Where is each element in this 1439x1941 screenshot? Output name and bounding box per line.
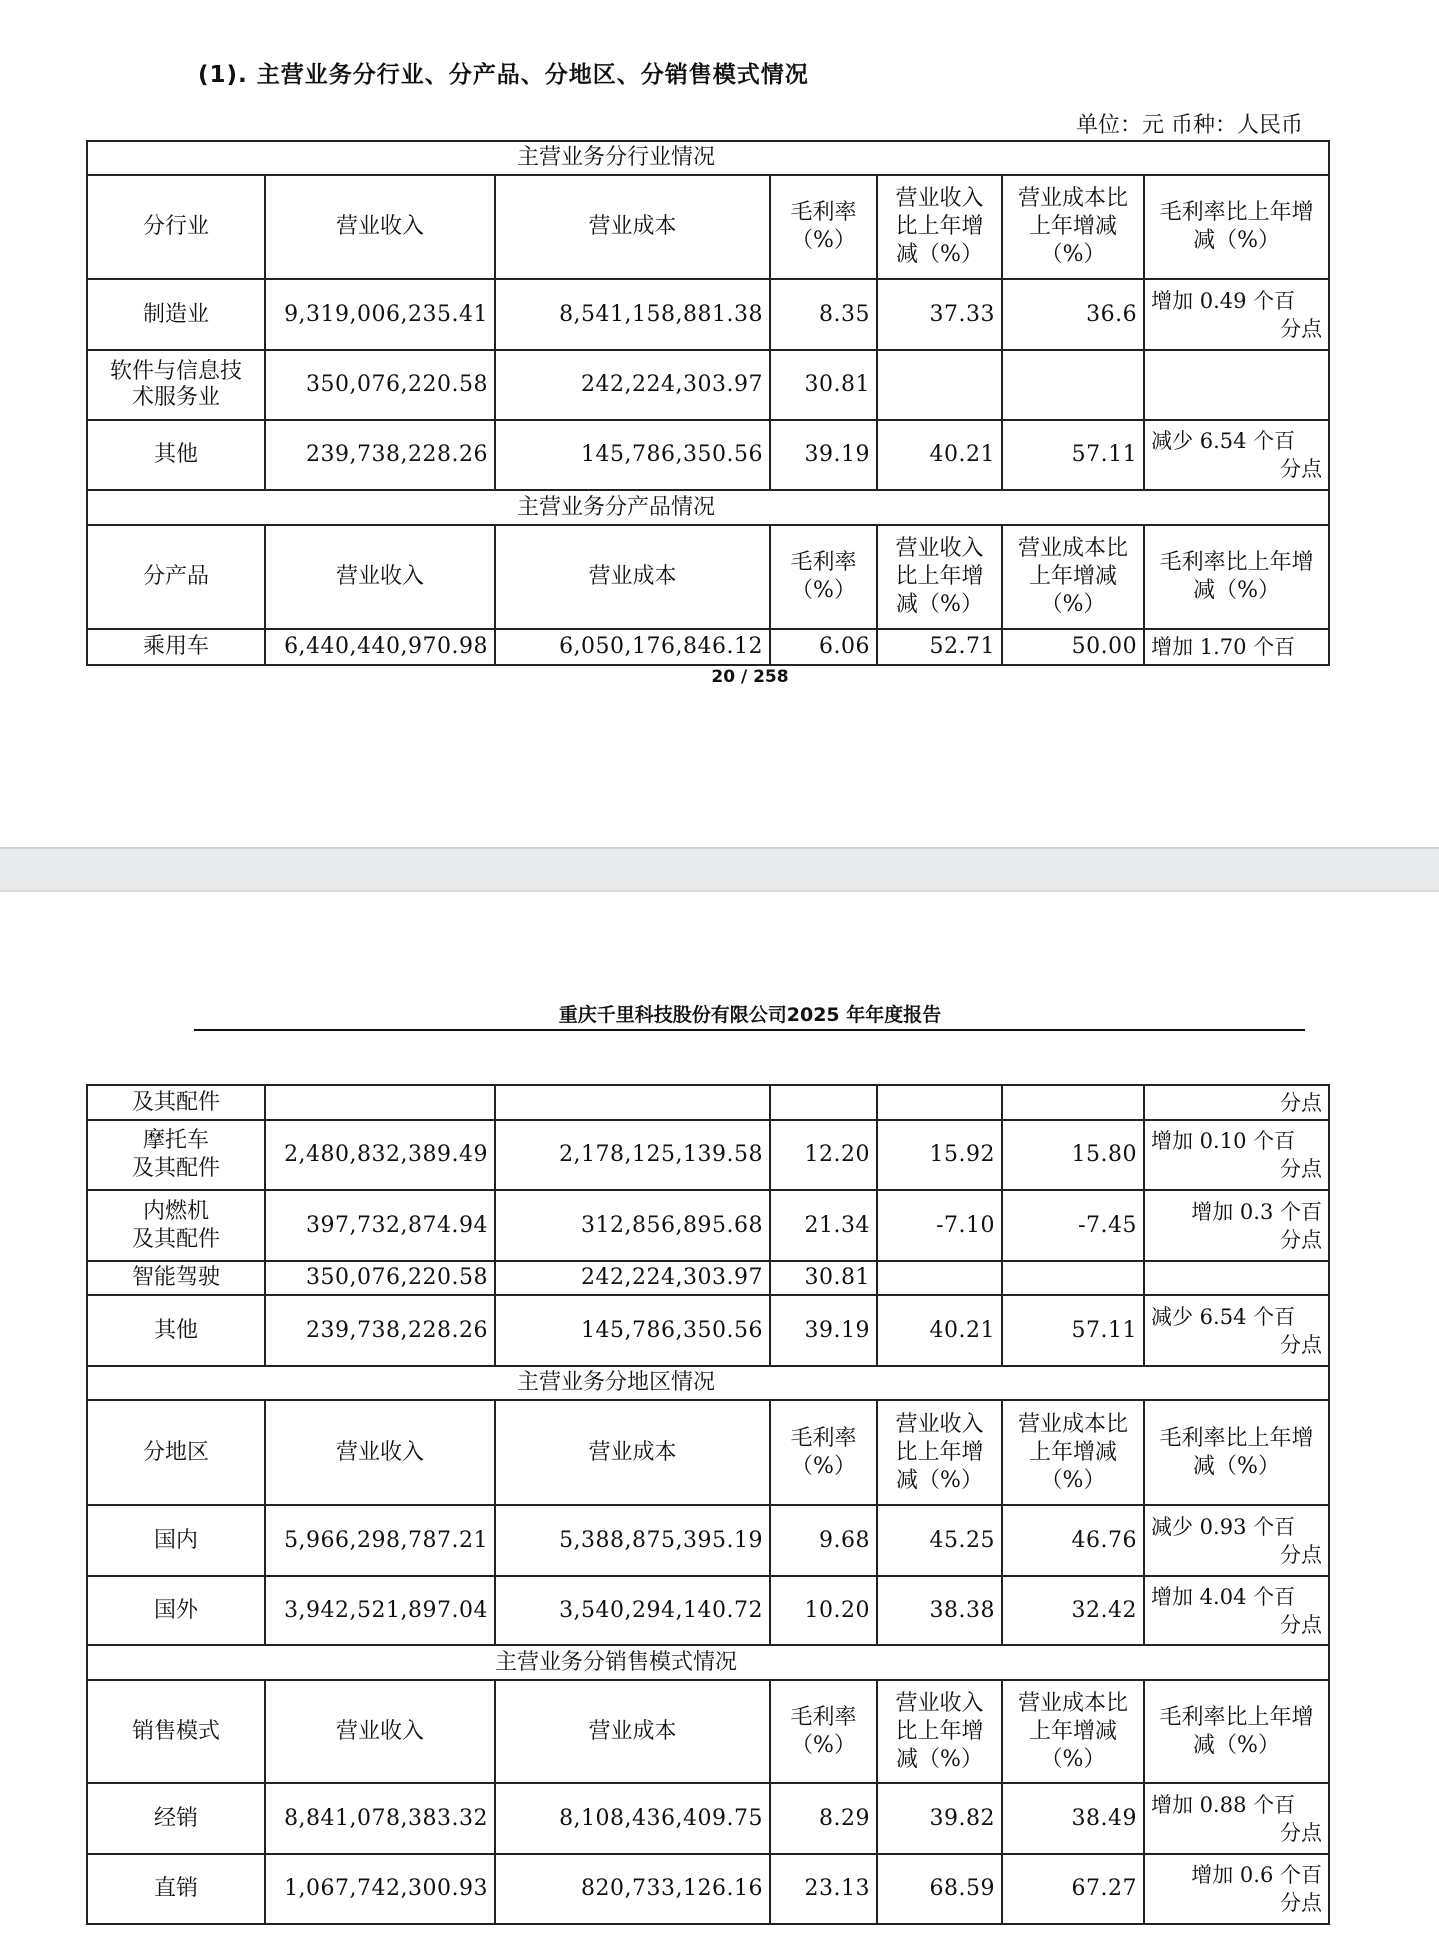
revenue-cell: 350,076,220.58 xyxy=(265,1261,495,1295)
table-row xyxy=(87,1505,1329,1576)
note-line: 分点 xyxy=(1280,1157,1322,1181)
header-line: 毛利率比上年增 xyxy=(1159,200,1314,225)
header-line: 营业成本比 xyxy=(1018,536,1129,561)
cost-yoy-cell: 32.42 xyxy=(1002,1576,1144,1645)
cost-yoy-cell: 38.49 xyxy=(1002,1783,1144,1854)
revenue-yoy-cell: -7.10 xyxy=(877,1190,1002,1261)
header-line: 比上年增 xyxy=(895,564,984,589)
note-line: 分点 xyxy=(1280,1891,1322,1915)
note-line: 分点 xyxy=(1280,457,1323,481)
section-title-tail xyxy=(1144,1645,1329,1680)
col-header-margin-yoy xyxy=(1144,1400,1329,1505)
cost-cell: 242,224,303.97 xyxy=(495,1261,770,1295)
col-header-cost-yoy xyxy=(1002,1400,1144,1505)
cost-cell: 242,224,303.97 xyxy=(495,350,770,420)
header-line: （%） xyxy=(1040,1467,1106,1493)
col-header-dimension: 分行业 xyxy=(87,175,265,279)
revenue-yoy-cell: 45.25 xyxy=(877,1505,1002,1576)
row-label: 国外 xyxy=(87,1576,265,1645)
col-header-gross-margin xyxy=(770,525,877,629)
section-title-tail xyxy=(1144,1366,1329,1400)
section-title-industry: 主营业务分行业情况 xyxy=(87,141,1144,175)
header-line: 毛利率比上年增 xyxy=(1159,550,1314,575)
section-title: (1). 主营业务分行业、分产品、分地区、分销售模式情况 xyxy=(198,62,809,88)
cost-cell: 2,178,125,139.58 xyxy=(495,1120,770,1190)
header-line: 减（%） xyxy=(896,1467,983,1493)
cost-yoy-cell: 57.11 xyxy=(1002,1295,1144,1366)
cost-yoy-cell: 36.6 xyxy=(1002,279,1144,350)
section-row-product xyxy=(87,490,1329,525)
margin-cell: 39.19 xyxy=(770,420,877,490)
col-header-gross-margin xyxy=(770,1680,877,1783)
margin-yoy-cell xyxy=(1144,1190,1329,1261)
section-row-industry xyxy=(87,141,1329,175)
margin-cell: 39.19 xyxy=(770,1295,877,1366)
col-header-cost: 营业成本 xyxy=(495,175,770,279)
revenue-cell: 350,076,220.58 xyxy=(265,350,495,420)
revenue-cell: 3,942,521,897.04 xyxy=(265,1576,495,1645)
margin-cell: 30.81 xyxy=(770,350,877,420)
page-number: 20 / 258 xyxy=(711,667,789,687)
col-header-revenue-yoy xyxy=(877,1400,1002,1505)
header-line: 毛利率 xyxy=(790,1425,857,1451)
header-line: （%） xyxy=(1040,1746,1106,1772)
cost-yoy-cell: 46.76 xyxy=(1002,1505,1144,1576)
header-line: 毛利率 xyxy=(790,550,857,575)
section-title-product: 主营业务分产品情况 xyxy=(87,490,1144,525)
row-label: 制造业 xyxy=(87,279,265,350)
cost-cell: 145,786,350.56 xyxy=(495,420,770,490)
revenue-cell: 6,440,440,970.98 xyxy=(265,629,495,665)
cost-yoy-cell: 15.80 xyxy=(1002,1120,1144,1190)
section-title-tail xyxy=(1144,490,1329,525)
row-label: 智能驾驶 xyxy=(87,1261,265,1295)
col-header-margin-yoy xyxy=(1144,1680,1329,1783)
col-header-gross-margin xyxy=(770,1400,877,1505)
header-line: 毛利率 xyxy=(790,1704,857,1730)
header-line: （%） xyxy=(791,228,856,253)
margin-yoy-cell xyxy=(1144,1295,1329,1366)
header-line: （%） xyxy=(1040,242,1106,267)
table-row xyxy=(87,1576,1329,1645)
cost-cell: 8,108,436,409.75 xyxy=(495,1783,770,1854)
col-header-dimension: 销售模式 xyxy=(87,1680,265,1783)
header-line: 毛利率 xyxy=(790,200,857,225)
running-header: 重庆千里科技股份有限公司2025 年年度报告 xyxy=(558,1004,942,1026)
header-line: 减（%） xyxy=(1193,228,1281,253)
revenue-yoy-cell: 40.21 xyxy=(877,1295,1002,1366)
cost-yoy-cell: 50.00 xyxy=(1002,629,1144,665)
header-line: 减（%） xyxy=(896,592,983,617)
cost-yoy-cell: 67.27 xyxy=(1002,1854,1144,1924)
col-header-cost-yoy xyxy=(1002,525,1144,629)
row-label: 经销 xyxy=(87,1783,265,1854)
header-row-sales-mode xyxy=(87,1680,1329,1783)
unit-label: 单位：元 币种：人民币 xyxy=(1076,113,1303,138)
header-line: （%） xyxy=(791,1732,856,1758)
row-label xyxy=(87,350,265,420)
financial-table-page1 xyxy=(86,140,1330,666)
col-header-gross-margin xyxy=(770,175,877,279)
label-line: 及其配件 xyxy=(131,1226,220,1252)
revenue-yoy-cell: 38.38 xyxy=(877,1576,1002,1645)
header-row-industry xyxy=(87,175,1329,279)
col-header-margin-yoy xyxy=(1144,525,1329,629)
revenue-yoy-cell: 40.21 xyxy=(877,420,1002,490)
table-row xyxy=(87,1261,1329,1295)
note-line: 分点 xyxy=(1280,1820,1322,1845)
table-row xyxy=(87,1120,1329,1190)
section-row-region xyxy=(87,1366,1329,1400)
col-header-margin-yoy xyxy=(1144,175,1329,279)
margin-yoy-cell: 增加 1.70 个百 xyxy=(1144,629,1329,665)
header-row-product xyxy=(87,525,1329,629)
row-label: 及其配件 xyxy=(87,1085,265,1120)
margin-yoy-cell xyxy=(1144,1505,1329,1576)
header-line: 减（%） xyxy=(1193,1453,1280,1479)
header-line: 营业收入 xyxy=(895,536,984,561)
row-label: 其他 xyxy=(87,1295,265,1366)
margin-yoy-cell xyxy=(1144,420,1329,490)
header-line: 减（%） xyxy=(1193,578,1281,603)
table-row xyxy=(87,1783,1329,1854)
header-rule xyxy=(194,1029,1305,1031)
revenue-cell: 5,966,298,787.21 xyxy=(265,1505,495,1576)
cost-cell: 6,050,176,846.12 xyxy=(495,629,770,665)
note-line: 增加 0.10 个百 xyxy=(1151,1129,1296,1153)
cost-yoy-cell xyxy=(1002,350,1144,420)
col-header-revenue: 营业收入 xyxy=(265,1400,495,1505)
revenue-yoy-cell: 15.92 xyxy=(877,1120,1002,1190)
label-line: 摩托车 xyxy=(142,1128,209,1153)
note-line: 增加 0.49 个百 xyxy=(1151,288,1296,313)
section-title-sales-mode: 主营业务分销售模式情况 xyxy=(87,1645,1144,1680)
table-row xyxy=(87,1295,1329,1366)
header-line: （%） xyxy=(1040,592,1106,617)
header-line: 比上年增 xyxy=(895,1718,984,1744)
cost-cell: 820,733,126.16 xyxy=(495,1854,770,1924)
margin-yoy-cell: 分点 xyxy=(1144,1085,1329,1120)
table-row xyxy=(87,629,1329,665)
cost-cell: 145,786,350.56 xyxy=(495,1295,770,1366)
row-label xyxy=(87,1190,265,1261)
revenue-cell: 9,319,006,235.41 xyxy=(265,279,495,350)
row-label: 国内 xyxy=(87,1505,265,1576)
row-label: 直销 xyxy=(87,1854,265,1924)
margin-yoy-cell xyxy=(1144,350,1329,420)
margin-cell: 21.34 xyxy=(770,1190,877,1261)
col-header-cost-yoy xyxy=(1002,1680,1144,1783)
margin-yoy-cell xyxy=(1144,279,1329,350)
col-header-revenue: 营业收入 xyxy=(265,1680,495,1783)
header-line: 上年增减 xyxy=(1028,1439,1117,1465)
revenue-cell: 397,732,874.94 xyxy=(265,1190,495,1261)
header-line: 上年增减 xyxy=(1029,214,1118,239)
margin-cell xyxy=(770,1085,877,1120)
header-line: （%） xyxy=(791,1453,856,1479)
section-title-region: 主营业务分地区情况 xyxy=(87,1366,1144,1400)
col-header-revenue-yoy xyxy=(877,175,1002,279)
label-line: 内燃机 xyxy=(142,1198,209,1224)
cost-yoy-cell xyxy=(1002,1085,1144,1120)
margin-cell: 6.06 xyxy=(770,629,877,665)
note-line: 分点 xyxy=(1280,1332,1322,1357)
page-separator xyxy=(0,847,1439,892)
table-row-continuation xyxy=(87,1085,1329,1120)
label-line: 及其配件 xyxy=(131,1156,220,1181)
revenue-cell: 1,067,742,300.93 xyxy=(265,1854,495,1924)
col-header-cost-yoy xyxy=(1002,175,1144,279)
section-title-tail xyxy=(1144,141,1329,175)
revenue-yoy-cell xyxy=(877,350,1002,420)
note-line: 减少 0.93 个百 xyxy=(1151,1514,1296,1539)
revenue-yoy-cell: 37.33 xyxy=(877,279,1002,350)
header-line: 营业收入 xyxy=(895,1690,984,1716)
margin-yoy-cell xyxy=(1144,1854,1329,1924)
header-line: 营业收入 xyxy=(895,1411,984,1437)
cost-cell: 5,388,875,395.19 xyxy=(495,1505,770,1576)
revenue-cell: 2,480,832,389.49 xyxy=(265,1120,495,1190)
col-header-cost: 营业成本 xyxy=(495,1400,770,1505)
revenue-yoy-cell xyxy=(877,1261,1002,1295)
cost-yoy-cell xyxy=(1002,1261,1144,1295)
header-line: 毛利率比上年增 xyxy=(1159,1704,1314,1730)
revenue-cell: 239,738,228.26 xyxy=(265,1295,495,1366)
row-label: 乘用车 xyxy=(87,629,265,665)
header-line: 上年增减 xyxy=(1028,1718,1117,1744)
table-row xyxy=(87,350,1329,420)
margin-cell: 30.81 xyxy=(770,1261,877,1295)
note-line: 增加 0.3 个百 xyxy=(1191,1199,1322,1224)
table-row xyxy=(87,279,1329,350)
margin-cell: 8.29 xyxy=(770,1783,877,1854)
section-row-sales-mode xyxy=(87,1645,1329,1680)
cost-cell xyxy=(495,1085,770,1120)
header-line: 营业成本比 xyxy=(1017,1690,1128,1716)
col-header-revenue-yoy xyxy=(877,1680,1002,1783)
header-line: 比上年增 xyxy=(895,214,984,239)
header-line: 营业成本比 xyxy=(1017,1411,1128,1437)
revenue-yoy-cell: 52.71 xyxy=(877,629,1002,665)
cost-yoy-cell: -7.45 xyxy=(1002,1190,1144,1261)
col-header-revenue-yoy xyxy=(877,525,1002,629)
margin-cell: 12.20 xyxy=(770,1120,877,1190)
margin-cell: 23.13 xyxy=(770,1854,877,1924)
margin-yoy-cell xyxy=(1144,1576,1329,1645)
revenue-cell: 239,738,228.26 xyxy=(265,420,495,490)
row-label: 其他 xyxy=(87,420,265,490)
note-line: 分点 xyxy=(1280,1542,1322,1567)
note-line: 减少 6.54 个百 xyxy=(1151,429,1296,453)
margin-cell: 8.35 xyxy=(770,279,877,350)
col-header-revenue: 营业收入 xyxy=(265,175,495,279)
margin-cell: 9.68 xyxy=(770,1505,877,1576)
financial-table-page2 xyxy=(86,1084,1330,1925)
header-line: 营业成本比 xyxy=(1018,186,1129,211)
table-row xyxy=(87,1854,1329,1924)
header-line: 减（%） xyxy=(896,242,983,267)
header-line: 减（%） xyxy=(896,1746,983,1772)
cost-cell: 3,540,294,140.72 xyxy=(495,1576,770,1645)
header-line: 比上年增 xyxy=(895,1439,984,1465)
label-line: 软件与信息技 xyxy=(109,359,242,384)
header-line: 上年增减 xyxy=(1029,564,1118,589)
revenue-cell: 8,841,078,383.32 xyxy=(265,1783,495,1854)
note-line: 分点 xyxy=(1280,316,1323,341)
row-label xyxy=(87,1120,265,1190)
table-row xyxy=(87,420,1329,490)
cost-cell: 312,856,895.68 xyxy=(495,1190,770,1261)
revenue-yoy-cell: 68.59 xyxy=(877,1854,1002,1924)
table-row xyxy=(87,1190,1329,1261)
note-line: 分点 xyxy=(1280,1227,1322,1252)
margin-yoy-cell xyxy=(1144,1261,1329,1295)
revenue-yoy-cell xyxy=(877,1085,1002,1120)
margin-cell: 10.20 xyxy=(770,1576,877,1645)
note-line: 分点 xyxy=(1280,1612,1322,1637)
cost-cell: 8,541,158,881.38 xyxy=(495,279,770,350)
col-header-cost: 营业成本 xyxy=(495,525,770,629)
header-line: 减（%） xyxy=(1193,1732,1280,1758)
col-header-dimension: 分产品 xyxy=(87,525,265,629)
revenue-cell xyxy=(265,1085,495,1120)
margin-yoy-cell xyxy=(1144,1120,1329,1190)
note-line: 增加 4.04 个百 xyxy=(1151,1584,1296,1609)
note-line: 减少 6.54 个百 xyxy=(1151,1304,1296,1329)
header-line: 毛利率比上年增 xyxy=(1159,1425,1314,1451)
col-header-cost: 营业成本 xyxy=(495,1680,770,1783)
header-line: 营业收入 xyxy=(895,186,984,211)
header-line: （%） xyxy=(791,578,856,603)
revenue-yoy-cell: 39.82 xyxy=(877,1783,1002,1854)
header-row-region xyxy=(87,1400,1329,1505)
cost-yoy-cell: 57.11 xyxy=(1002,420,1144,490)
margin-yoy-cell xyxy=(1144,1783,1329,1854)
col-header-revenue: 营业收入 xyxy=(265,525,495,629)
note-line: 增加 0.88 个百 xyxy=(1151,1792,1296,1817)
note-line: 增加 0.6 个百 xyxy=(1191,1863,1322,1887)
label-line: 术服务业 xyxy=(131,385,220,410)
col-header-dimension: 分地区 xyxy=(87,1400,265,1505)
